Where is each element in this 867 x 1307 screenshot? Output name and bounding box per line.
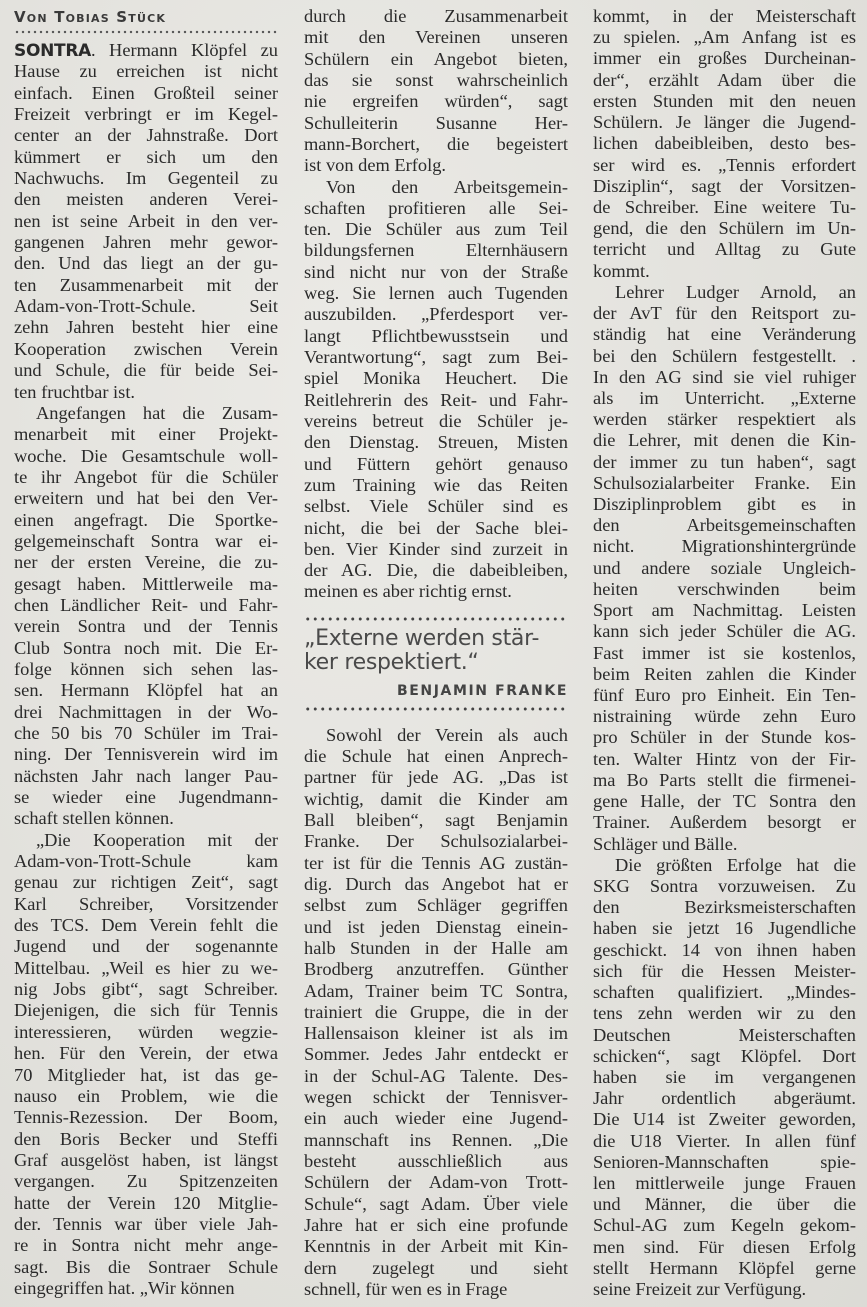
text-line: SKG Sontra vorzuweisen. Zu [593,875,856,896]
text-line: Verantwortung“, sagt zum Bei- [304,347,568,367]
text-line-content: . Hermann Klöpfel zu [90,40,278,60]
text-line: vergangen. Zu Spitzenzeiten [14,1171,278,1192]
text-line: beim Reiten zahlen die Kinder [593,663,856,684]
text-line: Die U14 ist Zweiter geworden, [593,1109,856,1130]
text-line: In den AG sind sie viel ruhiger [593,366,856,387]
text-line: kommt, in der Meisterschaft [593,6,856,26]
text-line: ten. Die Schüler aus zum Teil [304,219,568,240]
text-line: folge können sich sehen las- [14,658,278,679]
pull-quote [304,627,568,675]
text-line: gend, die den Schülern im Un- [593,218,856,239]
pull-quote-line: ker respektiert.“ [304,649,479,675]
text-line: einfach. Einen Großteil seiner [14,82,278,103]
text-line: ständig hat eine Veränderung [593,324,856,345]
pull-quote-box [304,617,568,711]
text-line: und ist jeden Dienstag einein- [304,916,568,937]
text-line: mit den Vereinen unseren [304,27,568,48]
text-line: weg. Sie lernen auch Tugenden [304,283,568,304]
text-line: hatte der Verein 120 Mitglie- [14,1192,278,1213]
text-line: trainiert die Gruppe, die in der [304,1001,568,1022]
text-line: der. Tennis war über viele Jah- [14,1213,278,1234]
text-line: hen. Für den Verein, der etwa [14,1043,278,1064]
text-line: Angefangen hat die Zusam- [36,402,278,423]
text-line: se wieder eine Jugendmann- [14,787,278,808]
text-line: halb Stunden in der Halle am [304,937,568,958]
text-line: den Boris Becker und Steffi [14,1128,278,1149]
text-line: Schläger und Bälle. [593,833,738,854]
text-line: ner der ersten Vereine, die zu- [14,552,278,573]
text-line: te ihr Angebot für die Schüler [14,466,278,487]
text-line: Sommer. Jedes Jahr entdeckt er [304,1044,568,1065]
text-line: und Füttern gehört genauso [304,453,568,474]
text-line: und andere soziale Ungleich- [593,557,856,578]
text-line: Jahr ordentlich abgeräumt. [593,1088,856,1109]
text-line: Jugend und der sogenannte [14,936,278,957]
text-line: die U18 Vierter. In allen fünf [593,1130,856,1151]
text-line: Disziplinproblem gibt es in [593,494,856,515]
text-line: Nachwuchs. Im Gegenteil zu [14,168,278,189]
text-line: seine Freizeit zur Verfügung. [593,1279,807,1300]
text-line: gesagt haben. Mittlerweile ma- [14,573,278,594]
article-column-3 [593,0,856,1300]
author-byline: Von Tobias Stück [14,8,167,26]
text-line: erweitern und hat bei den Ver- [14,488,278,509]
text-line: wegen schickt der Tennisver- [304,1087,568,1108]
text-line: Diejenigen, die sich für Tennis [14,1000,278,1021]
text-line: sen. Hermann Klöpfel hat an [14,680,278,701]
text-line: Adam-von-Trott-Schule. Seit [14,296,278,317]
text-line: nistraining würde zehn Euro [593,706,856,727]
text-line: „Die Kooperation mit der [36,829,278,850]
text-line: Hause zu erreichen ist nicht [14,61,278,82]
dateline: SONTRA [14,41,91,61]
text-line: Sowohl der Verein als auch [326,724,568,745]
text-line: einen angefragt. Die Sportke- [14,509,278,530]
text-line: Schule“, sagt Adam. Über viele [304,1193,568,1214]
text-line: der AG. Die, die dabeibleiben, [304,560,568,581]
pull-quote-author: BENJAMIN FRANKE [396,682,568,699]
text-line: Sport am Nachmittag. Leisten [593,600,856,621]
text-line: nauso ein Problem, wie die [14,1085,278,1106]
text-line: tens zehn werden wir zu den [593,1003,856,1024]
text-line: interessieren, würden wegzie- [14,1021,278,1042]
text-line: immer ein großes Durcheinan- [593,48,856,69]
article-column-1 [14,0,278,1299]
text-line: Schulleiterin Susanne Her- [304,112,568,133]
text-line: Senioren-Mannschaften spie- [593,1151,856,1172]
text-line: den Dienstag. Streuen, Misten [304,432,568,453]
text-line: dig. Durch das Angebot hat er [304,873,568,894]
text-line: ten Zusammenarbeit mit der [14,274,278,295]
text-line: gangenen Jahren mehr gewor- [14,232,278,253]
text-line: bildungsfernen Elternhäusern [304,240,568,261]
text-line: gene Halle, der TC Sontra den [593,791,856,812]
text-line: den. Und das liegt an der gu- [14,253,278,274]
text-line: nen ist seine Arbeit in den ver- [14,210,278,231]
text-line: zehn Jahren besteht hier eine [14,317,278,338]
text-line: Schul-AG zum Kegeln gekom- [593,1215,856,1236]
text-line: als im Unterricht. „Externe [593,387,856,408]
text-line: sich für die Hessen Meister- [593,960,856,981]
text-line: eingegriffen hat. „Wir können [14,1277,235,1298]
text-line: Schülern ein Angebot bieten, [304,48,568,69]
text-line: che 50 bis 70 Schüler im Trai- [14,723,278,743]
text-line: geschickt. 14 von ihnen haben [593,939,856,960]
text-line: ten fruchtbar ist. [14,381,136,402]
text-line: Trainer. Außerdem besorgt er [593,812,856,833]
text-line: Deutschen Meisterschaften [593,1024,856,1045]
text-line: nicht. Migrationshintergründe [593,536,856,557]
text-line: zu spielen. „Am Anfang ist es [593,27,856,48]
text-line: Club Sontra noch mit. Die Er- [14,637,278,658]
text-line: Adam-von-Trott-Schule kam [14,851,278,872]
text-line: schnell, für wen es in Frage [304,1278,508,1299]
text-line: schaften qualifiziert. „Mindes- [593,982,856,1003]
text-line: des TCS. Dem Verein fehlt die [14,915,278,936]
text-line: sind nicht nur von der Straße [304,261,568,282]
text-line: Schulsozialarbeiter Franke. Ein [593,472,856,493]
text-line: Ball bleiben“, sagt Benjamin [304,810,568,830]
text-line: den Arbeitsgemeinschaften [593,515,856,536]
text-line: ter ist für die Tennis AG zustän- [304,852,568,873]
text-line: heiten verschwinden beim [593,578,856,599]
text-line: dern zugelegt und sieht [304,1257,568,1278]
text-line: kümmert er sich um den [14,146,278,167]
text-line: meinen es aber richtig ernst. [304,581,512,602]
text-line: ten. Walter Hintz von der Fir- [593,748,856,769]
text-line: re in Sontra nicht mehr ange- [14,1235,278,1256]
dotted-divider [14,30,278,34]
text-line: bei den Schülern festgestellt. . [593,345,856,366]
text-line: den meisten anderen Verei- [14,189,278,210]
text-line: mann-Borchert, die begeistert [304,133,568,154]
text-line: lichen dabeibleiben, desto bes- [593,133,856,154]
text-line: verein Sontra und der Tennis [14,616,278,637]
text-line: den Bezirksmeisterschaften [593,897,856,918]
text-line: durch die Zusammenarbeit [304,6,568,26]
text-line: der“, erzählt Adam über die [593,69,856,90]
text-line: und Männer, die über die [593,1194,856,1215]
text-line: der immer zu tun haben“, sagt [593,451,856,472]
text-line: Die größten Erfolge hat die [615,854,856,875]
text-line: stellt Hermann Klöpfel gerne [593,1257,856,1278]
text-line: haben sie jetzt 16 Jugendliche [593,918,856,939]
text-line: spiel Monika Heuchert. Die [304,368,568,389]
text-line: der AvT für den Reitsport zu- [593,303,856,324]
text-line: terricht und Alltag zu Gute [593,239,856,260]
text-line: werden stärker respektiert als [593,409,856,430]
text-line: ben. Vier Kinder sind zurzeit in [304,538,568,559]
text-line: selbst zum Schläger gegriffen [304,895,568,916]
text-line: Reitlehrerin des Reit- und Fahr- [304,389,568,410]
text-line: vereins betreut die Schüler je- [304,410,568,431]
text-line: chen Ländlicher Reit- und Fahr- [14,594,278,615]
text-line: genau zur richtigen Zeit“, sagt [14,872,278,893]
text-line: wichtig, damit die Kinder am [304,788,568,809]
text-line: Mittelbau. „Weil es hier zu we- [14,957,278,978]
text-line: ning. Der Tennisverein wird im [14,744,278,765]
column-2-text-bottom [304,725,568,1300]
text-line: menarbeit mit einer Projekt- [14,424,278,445]
text-line: sagt. Bis die Sontraer Schule [14,1256,278,1277]
text-line: drei Nachmittagen in der Wo- [14,701,278,722]
text-line: schaften profitieren alle Sei- [304,197,568,218]
text-line: Von den Arbeitsgemein- [326,176,568,197]
text-line: nig Jobs gibt“, sagt Schreiber. [14,979,278,1000]
text-line: de Schreiber. Eine weitere Tu- [593,196,856,217]
text-line: auszubilden. „Pferdesport ver- [304,304,568,325]
text-line: und Schule, die für beide Sei- [14,360,278,381]
text-line: haben sie im vergangenen [593,1066,856,1087]
column-1-text [14,40,278,1299]
text-line: Graf ausgelöst haben, ist längst [14,1149,278,1170]
text-line: Tennis-Rezession. Der Boom, [14,1107,278,1128]
text-line: Kenntnis in der Arbeit mit Kin- [304,1236,568,1257]
text-line: mannschaft ins Rennen. „Die [304,1129,568,1150]
text-line: Brodberg anzutreffen. Günther [304,959,568,980]
text-line: das sie sonst wahrscheinlich [304,69,568,90]
text-line: Kooperation zwischen Verein [14,338,278,359]
text-line: partner für jede AG. „Das ist [304,767,568,788]
text-line: fünf Euro pro Einheit. Ein Ten- [593,685,856,705]
text-line: langt Pflichtbewusstsein und [304,325,568,346]
text-line: die Schule hat einen Anprech- [304,746,568,767]
text-line: die Lehrer, mit denen die Kin- [593,430,856,451]
text-line: besteht ausschließlich aus [304,1151,568,1171]
text-line [14,40,278,61]
text-line: in der Schul-AG Talente. Des- [304,1065,568,1086]
text-line: ist von dem Erfolg. [304,155,446,176]
column-2-text-top [304,6,568,603]
text-line: ein auch wieder eine Jugend- [304,1108,568,1129]
text-line: Jahre hat er sich eine profunde [304,1214,568,1235]
pull-quote-line: „Externe werden stär- [304,625,540,651]
text-line: ersten Stunden mit den neuen [593,90,856,111]
text-line: Disziplin“, sagt der Vorsitzen- [593,175,856,196]
text-line: woche. Die Gesamtschule woll- [14,445,278,466]
column-3-text [593,6,856,1300]
text-line: Franke. Der Schulsozialarbei- [304,831,568,852]
text-line: zum Training wie das Reiten [304,474,568,495]
text-line: Adam, Trainer beim TC Sontra, [304,980,568,1001]
text-line: ma Bo Parts stellt die firmenei- [593,769,856,790]
text-line: Freizeit verbringt er im Kegel- [14,104,278,125]
text-line: 70 Mitglieder hat, ist das ge- [14,1064,278,1085]
text-line: Schülern. Je länger die Jugend- [593,112,856,133]
text-line: Fast immer ist sie kostenlos, [593,642,856,663]
text-line: kommt. [593,260,650,281]
text-line: Lehrer Ludger Arnold, an [615,281,856,302]
text-line: center an der Jahnstraße. Dort [14,125,278,146]
text-line: nächsten Jahr nach langer Pau- [14,765,278,786]
text-line: schaft stellen können. [14,808,174,829]
text-line: pro Schüler in der Stunde kos- [593,727,856,748]
article-column-2 [304,0,568,1300]
text-line: men sind. Für diesen Erfolg [593,1236,856,1257]
text-line: schicken“, sagt Klöpfel. Dort [593,1045,856,1066]
text-line: selbst. Viele Schüler sind es [304,496,568,517]
text-line: nie ergreifen würden“, sagt [304,91,568,112]
text-line: Karl Schreiber, Vorsitzender [14,893,278,914]
text-line: Schülern der Adam-von Trott- [304,1172,568,1193]
text-line: Hallensaison kleiner ist als im [304,1023,568,1044]
text-line: nicht, die bei der Sache blei- [304,517,568,538]
dotted-divider [304,617,568,621]
text-line: kann sich jeder Schüler die AG. [593,621,856,642]
text-line: ser wird es. „Tennis erfordert [593,154,856,175]
text-line: gelgemeinschaft Sontra war ei- [14,530,278,551]
text-line: len mittlerweile junge Frauen [593,1173,856,1194]
